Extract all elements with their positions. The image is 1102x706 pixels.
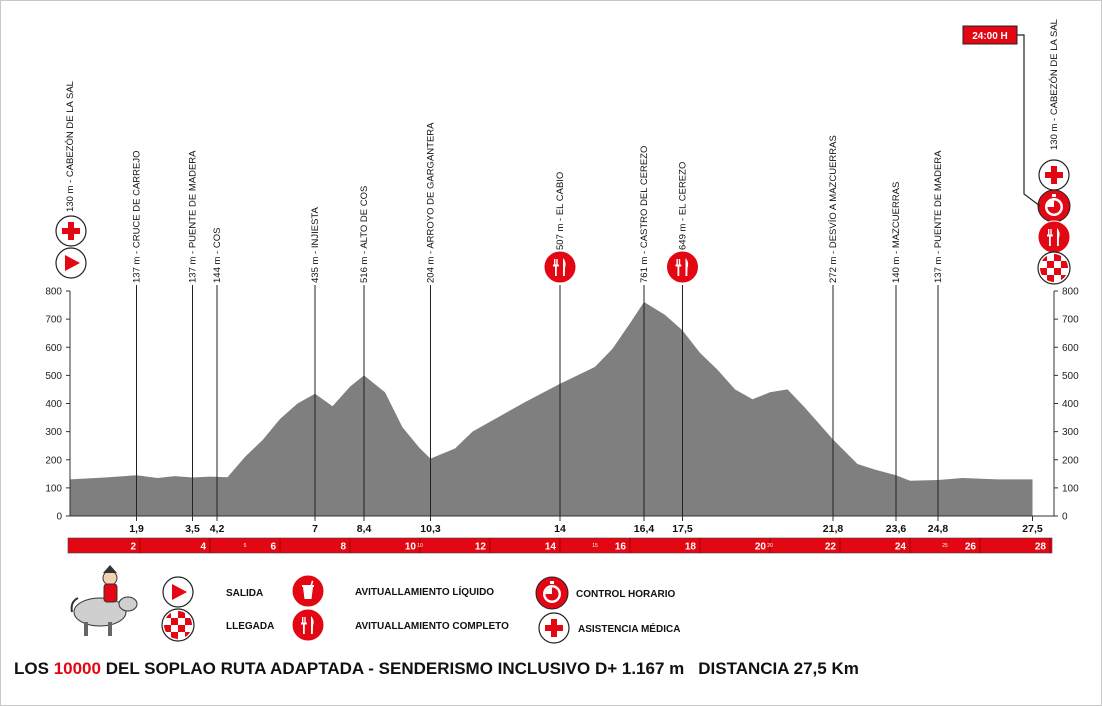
km-marker-label: 4,2	[209, 523, 225, 535]
stopwatch-crown	[1052, 194, 1056, 197]
waypoint-label: 516 m - ALTO DE COS	[359, 185, 370, 283]
distance-bar-minor-label: 25	[942, 543, 948, 549]
y-tick-label-right: 200	[1062, 455, 1079, 467]
km-marker-label: 7	[312, 523, 318, 535]
stopwatch-crown	[550, 581, 554, 584]
mascot-icon	[72, 565, 137, 636]
start-salida-icon	[56, 248, 86, 278]
waypoint-label: 761 m - CASTRO DEL CEREZO	[639, 145, 650, 283]
fork-handle	[1049, 236, 1051, 246]
avit-completo-disc	[1038, 221, 1070, 253]
y-tick-label-left: 700	[45, 314, 62, 326]
y-tick-label-right: 500	[1062, 370, 1079, 382]
start-asistencia-icon	[56, 216, 86, 246]
route-title-main: DEL SOPLAO RUTA ADAPTADA - SENDERISMO INCLUSIVO D+ 1.167 m	[105, 659, 685, 678]
y-tick-label-left: 800	[45, 286, 62, 298]
distance-bar-label: 14	[544, 541, 556, 553]
fork-tine-1	[302, 617, 303, 623]
km-marker-label: 1,9	[129, 523, 144, 535]
callout-connector	[1015, 35, 1040, 206]
y-tick-label-right: 400	[1062, 399, 1079, 410]
legend	[72, 565, 681, 643]
finish-avit_completo-icon	[1038, 221, 1070, 253]
elevation-profile-area	[70, 302, 1033, 516]
distance-bar-label: 18	[684, 541, 696, 553]
fork-tine-1	[677, 259, 678, 265]
waypoint-label: 649 m - EL CEREZO	[677, 161, 689, 250]
fork-handle	[678, 266, 680, 276]
km-marker-label: 23,6	[885, 523, 907, 535]
waypoint	[891, 182, 902, 516]
y-tick-label-left: 300	[45, 427, 62, 439]
avit-completo-disc	[544, 251, 576, 283]
distance-bar-label: 2	[130, 541, 136, 553]
waypoint-label: 204 m - ARROYO DE GARGANTERA	[425, 122, 437, 283]
waypoint-label: 144 m - COS	[212, 227, 223, 283]
km-marker-label: 21,8	[822, 523, 844, 535]
legend-avit_completo-icon	[292, 609, 324, 641]
waypoint	[56, 81, 86, 278]
waypoint	[188, 150, 199, 516]
checker-square	[1047, 261, 1054, 268]
km-marker-label: 14	[554, 523, 566, 535]
route-distance: DISTANCIA 27,5 Km	[698, 659, 859, 678]
km-marker-label: 27,5	[1022, 523, 1043, 535]
waypoint-label: 137 m - PUENTE DE MADERA	[933, 150, 944, 283]
waypoint	[212, 228, 223, 516]
mascot-head	[119, 597, 137, 611]
y-tick-label-left: 600	[45, 342, 62, 354]
distance-bar-minor-label: 5	[243, 543, 247, 549]
km-marker-label: 8,4	[356, 523, 372, 535]
distance-bar-label: 4	[200, 541, 206, 553]
distance-bar-label: 12	[474, 541, 486, 553]
waypoint-label: 130 m - CABEZÓN DE LA SAL	[65, 81, 76, 212]
finish-asistencia-icon	[1039, 160, 1069, 190]
legend-salida-label: SALIDA	[226, 588, 264, 599]
y-tick-label-left: 500	[45, 370, 62, 382]
route-title	[14, 659, 859, 679]
waypoint-avit_completo-icon	[667, 251, 699, 283]
y-tick-label-left: 200	[45, 455, 62, 467]
mascot-rider-body	[104, 584, 117, 602]
distance-bar-label: 16	[614, 541, 626, 553]
route-title-10000: 10000	[53, 659, 101, 678]
fork-tine-2	[304, 617, 305, 623]
distance-bar-minor-label: 15	[592, 543, 598, 549]
distance-bar-label: 24	[894, 541, 906, 553]
distance-bar-label: 20	[754, 541, 766, 553]
cross-v	[551, 619, 557, 637]
distance-bar-label: 26	[964, 541, 976, 553]
y-tick-label-right: 700	[1062, 314, 1079, 326]
waypoint-label: 137 m - PUENTE DE MADERA	[187, 150, 199, 283]
fork-tine-1	[554, 259, 555, 265]
time-limit-callout	[963, 26, 1040, 206]
legend-avit-completo-label: AVITUALLAMIENTO COMPLETO	[355, 621, 509, 632]
checker-square	[171, 618, 178, 625]
y-tick-label-right: 100	[1062, 483, 1079, 495]
legend-control-label: CONTROL HORARIO	[576, 589, 676, 600]
distance-bar	[68, 538, 1052, 553]
finish-llegada-icon	[1038, 252, 1070, 284]
distance-bar-label: 28	[1034, 541, 1046, 553]
distance-bar-label: 6	[270, 541, 276, 553]
time-limit-text: 24:00 H	[972, 31, 1008, 42]
fork-handle	[555, 266, 557, 276]
mascot-leg-2	[108, 622, 112, 636]
waypoint	[933, 150, 944, 516]
km-marker-label: 24,8	[927, 523, 949, 535]
km-marker-label: 16,4	[633, 523, 655, 535]
cup	[303, 587, 313, 599]
fork-tine-2	[679, 259, 680, 265]
y-tick-label-left: 0	[56, 511, 62, 523]
y-tick-label-left: 400	[45, 399, 62, 410]
fork-tine-2	[556, 259, 557, 265]
waypoint-label: 507 m - EL CABIO	[555, 171, 566, 250]
checker-square	[178, 625, 185, 632]
checker-square	[1054, 268, 1061, 275]
distance-bar-label: 8	[340, 541, 346, 553]
legend-avit-liquido-label: AVITUALLAMIENTO LÍQUIDO	[355, 587, 495, 598]
waypoint-label: 130 m - CABEZÓN DE LA SAL	[1049, 19, 1060, 150]
waypoint-avit_completo-icon	[544, 251, 576, 283]
cup-lid	[302, 585, 314, 587]
km-marker-label: 3,5	[185, 523, 200, 535]
legend-control-icon	[536, 577, 568, 609]
legend-asistencia-icon	[539, 613, 569, 643]
waypoint	[1038, 19, 1070, 284]
profile-area-layer	[70, 302, 1033, 516]
distance-bar-minor-label: 10	[417, 543, 423, 549]
waypoint-label: 140 m - MAZCUERRAS	[891, 181, 902, 283]
fork-handle	[303, 624, 305, 634]
distance-bar-minor-label: 20	[767, 543, 773, 549]
km-marker-label: 10,3	[420, 523, 441, 535]
legend-llegada-label: LLEGADA	[226, 621, 275, 632]
cross-v	[68, 222, 74, 240]
mascot-rider-head	[103, 571, 117, 585]
route-title-los: LOS	[14, 659, 49, 678]
distance-bar-label: 10	[404, 541, 416, 553]
avit-completo-disc	[292, 609, 324, 641]
distance-bar-label: 22	[824, 541, 836, 553]
waypoint	[132, 151, 143, 517]
y-tick-label-right: 800	[1062, 286, 1079, 298]
mascot-body	[74, 598, 126, 626]
waypoint-label: 435 m - INJIESTA	[310, 207, 321, 283]
legend-asistencia-label: ASISTENCIA MÉDICA	[578, 624, 681, 635]
km-marker-label: 17,5	[672, 523, 693, 535]
waypoint-label: 272 m - DESVÍO A MAZCUERRAS	[828, 135, 839, 283]
y-tick-label-right: 600	[1062, 342, 1079, 354]
mascot-hat	[103, 565, 117, 573]
waypoint-label: 137 m - CRUCE DE CARREJO	[131, 150, 143, 283]
y-tick-label-right: 0	[1062, 511, 1068, 523]
finish-control-icon	[1038, 190, 1070, 222]
fork-tine-2	[1050, 229, 1051, 235]
legend-avit_liquido-icon	[292, 575, 324, 607]
legend-llegada-icon	[162, 609, 194, 641]
mascot-leg-1	[84, 622, 88, 636]
y-tick-label-left: 100	[45, 483, 62, 495]
fork-tine-1	[1048, 229, 1049, 235]
legend-salida-icon	[163, 577, 193, 607]
y-tick-label-right: 300	[1062, 427, 1079, 439]
cross-v	[1051, 166, 1057, 184]
avit-completo-disc	[667, 251, 699, 283]
